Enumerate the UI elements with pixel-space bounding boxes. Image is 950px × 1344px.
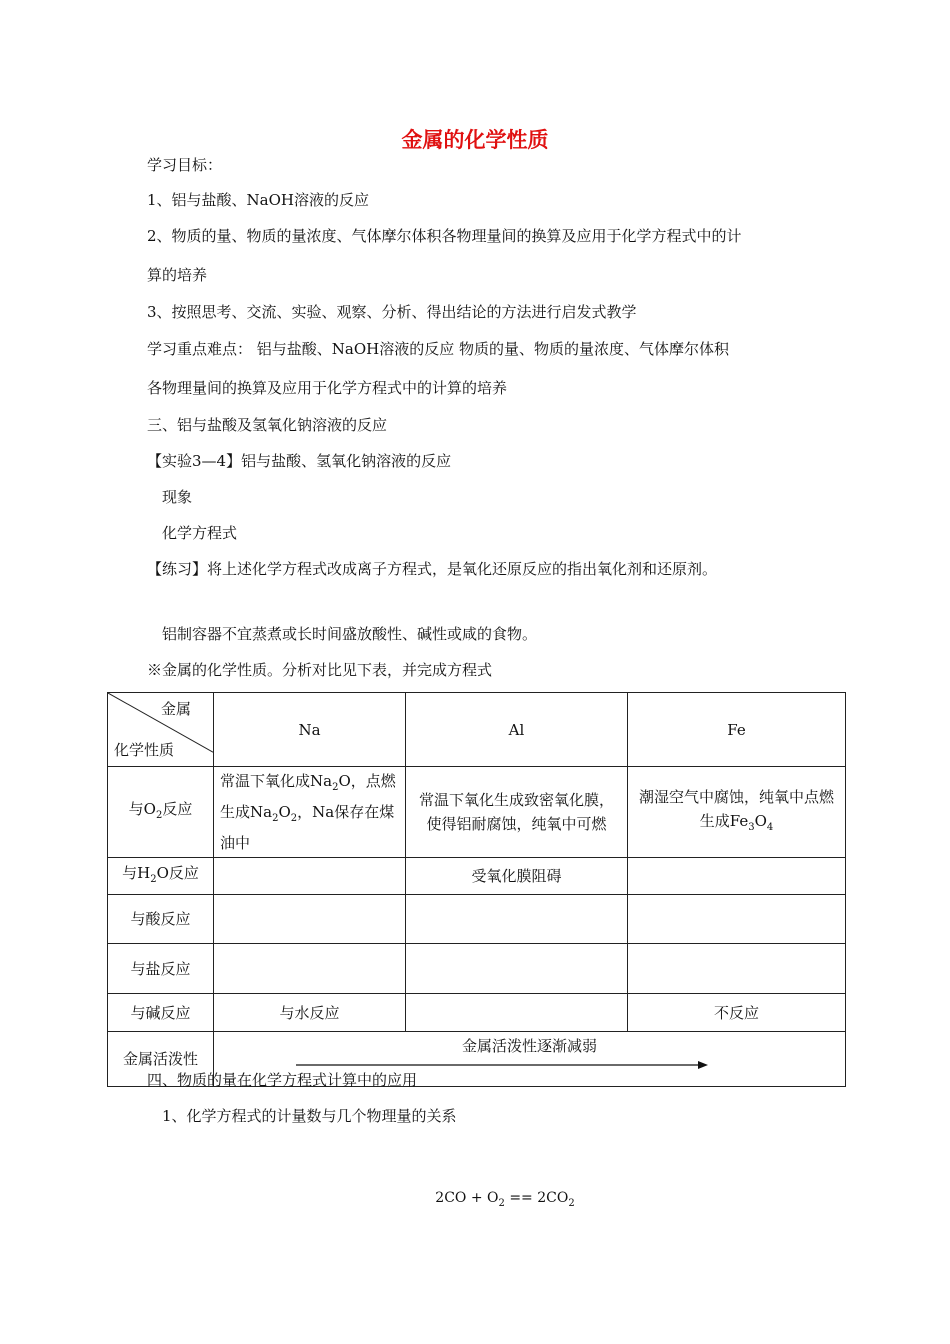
objective-2: 2、物质的量、物质的量浓度、气体摩尔体积各物理量间的换算及应用于化学方程式中的计 [147, 227, 742, 245]
corner-property-label: 化学性质 [114, 741, 175, 759]
table-intro: ※金属的化学性质。分析对比见下表，并完成方程式 [147, 661, 493, 679]
experiment-title: 【实验3—4】铝与盐酸、氢氧化钠溶液的反应 [147, 452, 452, 470]
chemical-equation: $2CO + O_2 == 2CO_2$ [435, 1190, 575, 1209]
cell-na-h2o [214, 858, 406, 895]
row-label-acid: 与酸反应 [108, 895, 214, 944]
cell-fe-salt [628, 944, 846, 994]
row-label-o2: 与$O_2$反应 [108, 767, 214, 858]
objective-1: 1、铝与盐酸、NaOH溶液的反应 [147, 191, 369, 209]
table-row [108, 994, 846, 1032]
objective-3: 3、按照思考、交流、实验、观察、分析、得出结论的方法进行启发式教学 [147, 303, 637, 321]
row-label-salt: 与盐反应 [108, 944, 214, 994]
equation-label: 化学方程式 [162, 524, 238, 542]
column-header-al: Al [406, 693, 628, 767]
table-row [108, 767, 846, 858]
cell-al-salt [406, 944, 628, 994]
phenomenon-label: 现象 [162, 488, 193, 506]
column-header-fe: Fe [628, 693, 846, 767]
section4-item1: 1、化学方程式的计量数与几个物理量的关系 [162, 1107, 457, 1125]
objective-2-cont: 算的培养 [147, 266, 208, 284]
section4-heading: 四、物质的量在化学方程式计算中的应用 [147, 1071, 418, 1089]
cell-na-o2: 常温下氧化成$Na_2O$，点燃生成$Na_2O_2$，Na保存在煤油中 [214, 767, 406, 858]
table-row [108, 895, 846, 944]
exercise-text: 【练习】将上述化学方程式改成离子方程式，是氧化还原反应的指出氧化剂和还原剂。 [147, 560, 718, 578]
corner-cell [108, 693, 214, 767]
cell-na-acid [214, 895, 406, 944]
table-row [108, 858, 846, 895]
cell-fe-o2: 潮湿空气中腐蚀，纯氧中点燃生成$Fe_3O_4$ [628, 767, 846, 858]
activity-trend-label: 金属活泼性逐渐减弱 [461, 1037, 597, 1055]
table-header-row [108, 693, 846, 767]
cell-al-o2: 常温下氧化生成致密氧化膜，使得铝耐腐蚀，纯氧中可燃 [406, 767, 628, 858]
row-label-base: 与碱反应 [108, 994, 214, 1032]
section3-heading: 三、铝与盐酸及氢氧化钠溶液的反应 [147, 416, 388, 434]
key-points-line2: 各物理量间的换算及应用于化学方程式中的计算的培养 [147, 379, 508, 397]
cell-al-acid [406, 895, 628, 944]
objectives-heading: 学习目标： [147, 156, 223, 174]
column-header-na: Na [214, 693, 406, 767]
page-title: 金属的化学性质 [401, 127, 549, 152]
key-points-line1: 学习重点难点： 铝与盐酸、NaOH溶液的反应 物质的量、物质的量浓度、气体摩尔体积 [147, 340, 729, 358]
cell-al-h2o: 受氧化膜阻碍 [406, 858, 628, 895]
cell-na-base: 与水反应 [214, 994, 406, 1032]
aluminum-note: 铝制容器不宜蒸煮或长时间盛放酸性、碱性或咸的食物。 [162, 625, 538, 643]
row-label-activity: 金属活泼性 [108, 1032, 214, 1087]
cell-fe-acid [628, 895, 846, 944]
corner-metal-label: 金属 [160, 700, 191, 718]
cell-al-base [406, 994, 628, 1032]
metal-properties-table [107, 692, 846, 1087]
cell-na-salt [214, 944, 406, 994]
row-label-h2o: 与$H_2O$反应 [108, 858, 214, 895]
table-row [108, 944, 846, 994]
cell-fe-h2o [628, 858, 846, 895]
cell-fe-base: 不反应 [628, 994, 846, 1032]
